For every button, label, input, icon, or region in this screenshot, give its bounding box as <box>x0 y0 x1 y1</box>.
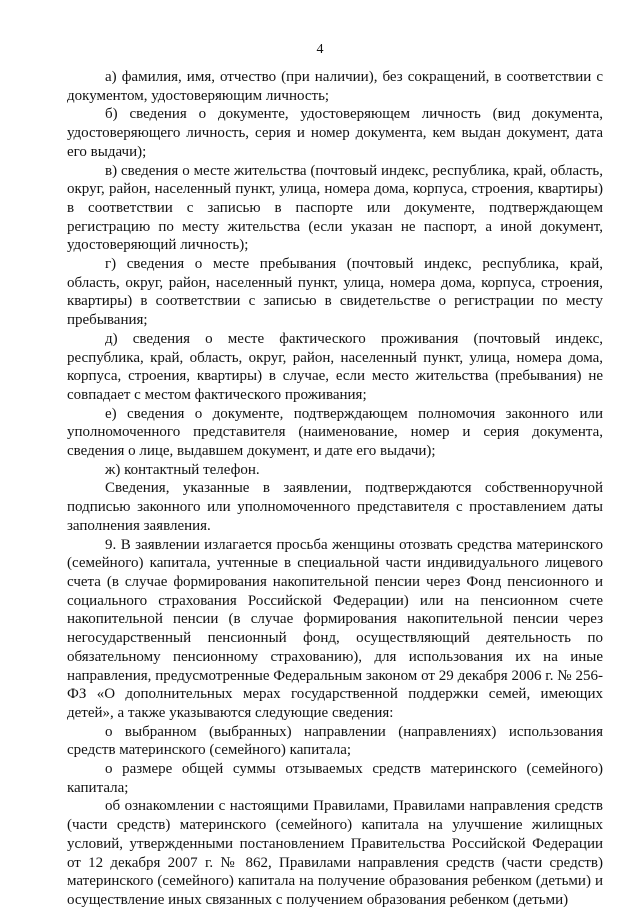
paragraph-acknowledgement: об ознакомлении с настоящими Правилами, Правилами направления средств (части средств) материнского (семейного) капитала на улучшение жилищных условий, утвержденными постановлением Правительства Российской Федерации от 12 декабря 2007 г. № 862, Правилами направления средств (части средств) материнского (семейного) капитала на получение образования ребенком (детьми) и осуществление иных связанных с получением образования ребенком (детьми) <box>67 798 603 908</box>
paragraph-item-zh: ж) контактный телефон. <box>105 461 260 478</box>
paragraph-item-v: в) сведения о месте жительства (почтовый индекс, республика, край, область, округ, район, населенный пункт, улица, номера дома, корпуса, строения, квартиры) в соответствии с записью в паспорте или документе, подтверждающем регистрацию по месту жительства (если указан не паспорт, а иной документ, удостоверяющий личность); <box>67 162 603 254</box>
paragraph-clause-9: 9. В заявлении излагается просьба женщины отозвать средства материнского (семейного) капитала, учтенные в специальной части индивидуального лицевого счета (в случае формирования накопительной пенсии через Фонд пенсионного и социального страхования Российской Федерации) или на пенсионном счете накопительной пенсии (в случае формирования накопительной пенсии через негосударственный пенсионный фонд, осуществляющий деятельность по обязательному пенсионному страхованию), для использования их на иные направления, предусмотренные Федеральным законом от 29 декабря 2006 г. № 256-ФЗ «О дополнительных мерах государственной поддержки семей, имеющих детей», а также указываются следующие сведения: <box>67 536 603 721</box>
paragraph-chosen-directions: о выбранном (выбранных) направлении (направлениях) использования средств материнского (семейного) капитала; <box>67 723 603 759</box>
paragraph-total-amount: о размере общей суммы отзываемых средств материнского (семейного) капитала; <box>67 761 603 796</box>
paragraph-item-e: е) сведения о документе, подтверждающем полномочия законного или уполномоченного представителя (наименование, номер и серия документа, сведения о лице, выдавшем документ, и дате его выдачи); <box>67 405 603 460</box>
paragraph-item-a: а) фамилия, имя, отчество (при наличии), без сокращений, в соответствии с документом, удостоверяющим личность; <box>67 69 603 104</box>
page-number: 4 <box>316 42 324 57</box>
document-body <box>67 68 603 910</box>
paragraph-signature-note: Сведения, указанные в заявлении, подтверждаются собственноручной подписью законного или уполномоченного представителя с проставлением даты заполнения заявления. <box>67 480 603 534</box>
paragraph-item-b: б) сведения о документе, удостоверяющем личность (вид документа, удостоверяющего личность, серия и номер документа, кем выдан документ, дата его выдачи); <box>67 106 603 160</box>
paragraph-item-g: г) сведения о месте пребывания (почтовый индекс, республика, край, область, округ, район, населенный пункт, улица, номера дома, корпуса, строения, квартиры) в соответствии с записью в свидетельстве о регистрации по месту пребывания; <box>67 256 603 329</box>
paragraph-item-d: д) сведения о месте фактического проживания (почтовый индекс, республика, край, область, округ, район, населенный пункт, улица, номера дома, корпуса, строения, квартиры) в случае, если место жительства (пребывания) не совпадает с местом фактического проживания; <box>67 330 603 403</box>
